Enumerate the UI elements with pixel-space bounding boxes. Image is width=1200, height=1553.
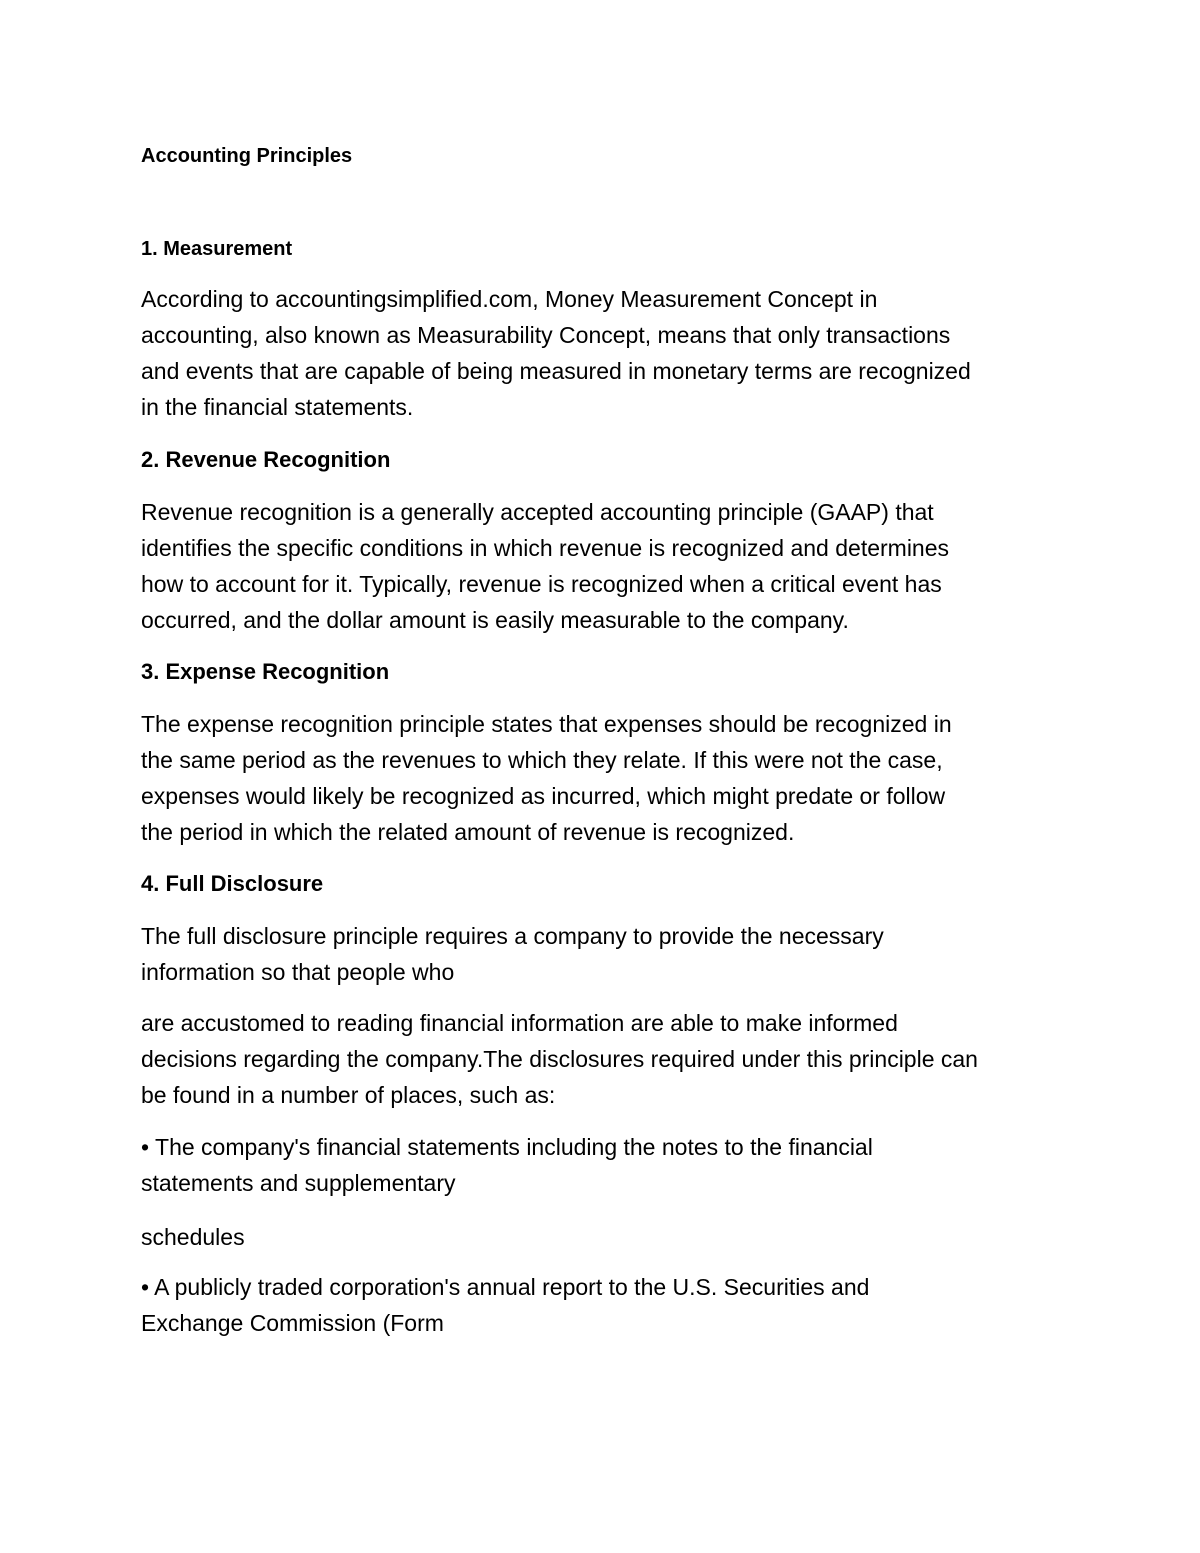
paragraph-line: information so that people who (141, 959, 455, 985)
paragraph-line: the same period as the revenues to which they relate. If this were not the case, (141, 747, 943, 773)
paragraph-line: schedules (141, 1224, 245, 1250)
paragraph-line: The expense recognition principle states that expenses should be recognized in (141, 711, 952, 737)
paragraph-line: identifies the specific conditions in which revenue is recognized and determines (141, 535, 950, 561)
section-heading-measurement: 1. Measurement (141, 238, 293, 260)
paragraph-line: in the financial statements. (141, 394, 414, 420)
paragraph-schedules (141, 1219, 1071, 1255)
paragraph-line: are accustomed to reading financial information are able to make informed (141, 1010, 898, 1036)
paragraph-line: • A publicly traded corporation's annual report to the U.S. Securities and (141, 1274, 870, 1300)
bullet-item-annual-report (141, 1269, 1071, 1341)
section-heading-revenue-recognition: 2. Revenue Recognition (141, 447, 391, 472)
paragraph-line: and events that are capable of being measured in monetary terms are recognized (141, 358, 971, 384)
paragraph-line: accounting, also known as Measurability Concept, means that only transactions (141, 322, 951, 348)
paragraph-line: Revenue recognition is a generally accepted accounting principle (GAAP) that (141, 499, 934, 525)
paragraph-line: The full disclosure principle requires a company to provide the necessary (141, 923, 884, 949)
document-title: Accounting Principles (141, 145, 353, 167)
paragraph-line: According to accountingsimplified.com, Money Measurement Concept in (141, 286, 878, 312)
paragraph-line: statements and supplementary (141, 1170, 456, 1196)
paragraph-line: be found in a number of places, such as: (141, 1082, 556, 1108)
paragraph-revenue-recognition (141, 494, 1071, 638)
paragraph-line: the period in which the related amount of revenue is recognized. (141, 819, 795, 845)
paragraph-measurement (141, 281, 1071, 425)
paragraph-line: decisions regarding the company.The disclosures required under this principle can (141, 1046, 978, 1072)
bullet-item-financial-statements (141, 1129, 1071, 1201)
paragraph-full-disclosure-intro (141, 918, 1071, 990)
paragraph-expense-recognition (141, 706, 1071, 850)
paragraph-line: occurred, and the dollar amount is easily measurable to the company. (141, 607, 849, 633)
section-heading-full-disclosure: 4. Full Disclosure (141, 871, 324, 896)
section-heading-expense-recognition: 3. Expense Recognition (141, 659, 390, 684)
paragraph-line: • The company's financial statements including the notes to the financial (141, 1134, 873, 1160)
paragraph-full-disclosure-body (141, 1005, 1071, 1113)
paragraph-line: expenses would likely be recognized as incurred, which might predate or follow (141, 783, 946, 809)
paragraph-line: Exchange Commission (Form (141, 1310, 444, 1336)
paragraph-line: how to account for it. Typically, revenue is recognized when a critical event has (141, 571, 942, 597)
